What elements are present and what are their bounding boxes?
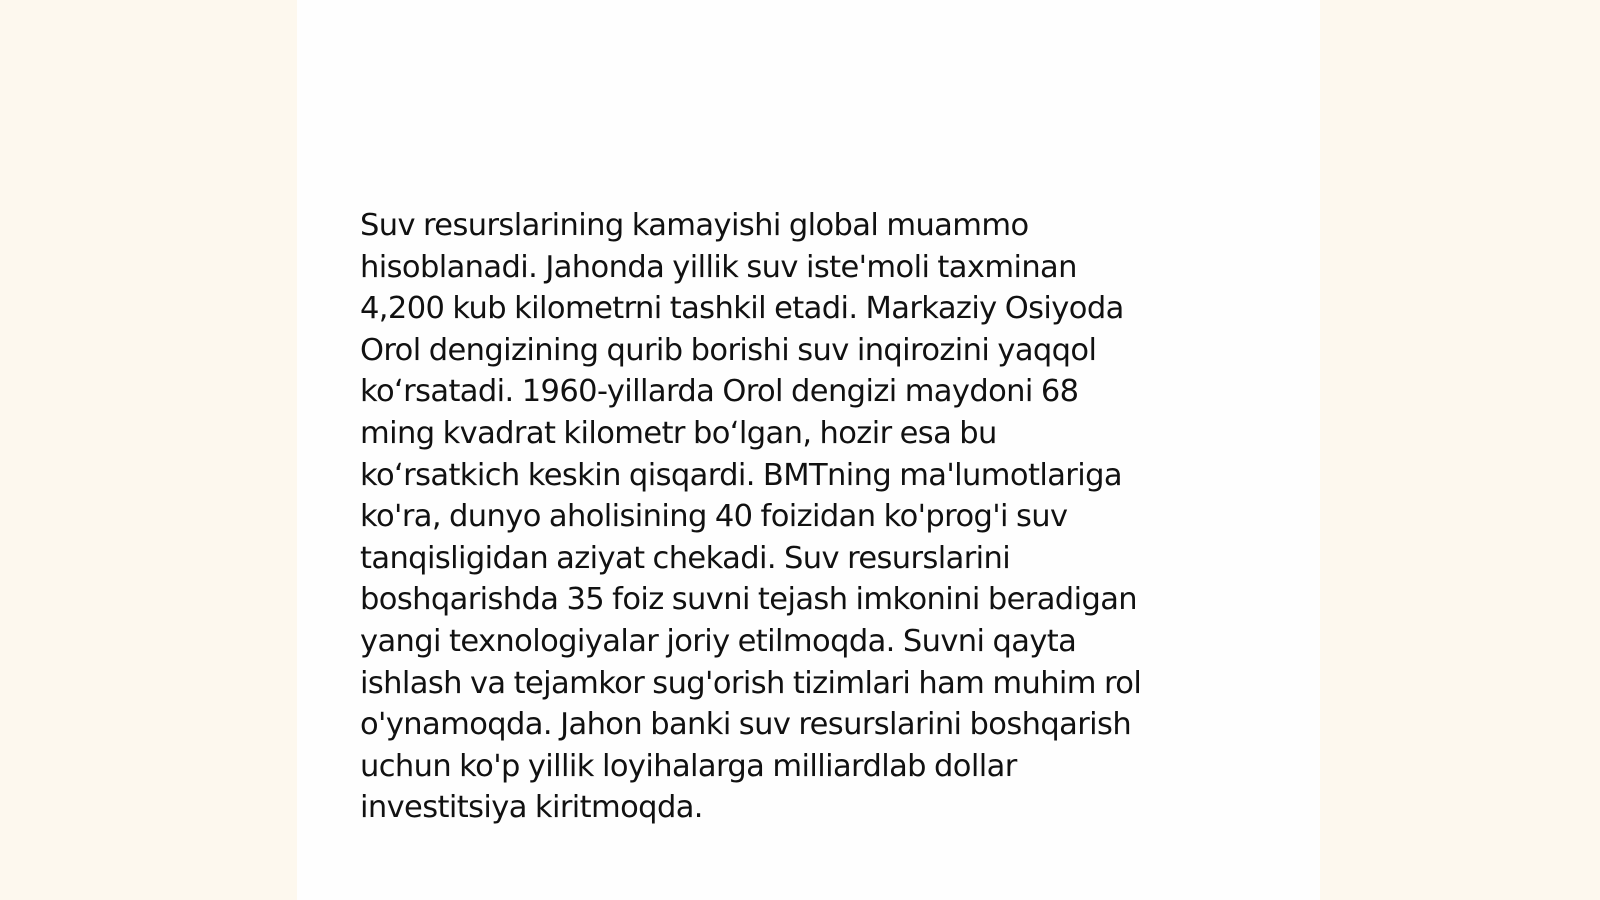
paragraph-line: ming kvadrat kilometr bo‘lgan, hozir esa bu: [360, 415, 997, 451]
paragraph-line: investitsiya kiritmoqda.: [360, 790, 703, 826]
paragraph-line: Suv resurslarining kamayishi global muammo: [360, 208, 1029, 243]
paragraph-line: 4,200 kub kilometrni tashkil etadi. Markaziy Osiyoda: [360, 291, 1124, 327]
paragraph-line: Orol dengizining qurib borishi suv inqirozini yaqqol: [360, 332, 1097, 368]
body-paragraph: [360, 205, 1260, 829]
paragraph-line: ko‘rsatadi. 1960-yillarda Orol dengizi maydoni 68: [360, 374, 1079, 410]
paragraph-line: uchun ko'p yillik loyihalarga milliardlab dollar: [360, 748, 1017, 784]
paragraph-line: ko‘rsatkich keskin qisqardi. BMTning ma'lumotlariga: [360, 457, 1122, 493]
document-page: [297, 0, 1320, 900]
paragraph-line: yangi texnologiyalar joriy etilmoqda. Suvni qayta: [360, 623, 1077, 659]
paragraph-line: tanqisligidan aziyat chekadi. Suv resurslarini: [360, 540, 1011, 576]
paragraph-line: ishlash va tejamkor sug'orish tizimlari ham muhim rol: [360, 665, 1142, 701]
paragraph-line: boshqarishda 35 foiz suvni tejash imkonini beradigan: [360, 582, 1138, 618]
paragraph-line: o'ynamoqda. Jahon banki suv resurslarini boshqarish: [360, 707, 1132, 743]
paragraph-line: hisoblanadi. Jahonda yillik suv iste'moli taxminan: [360, 249, 1077, 285]
paragraph-line: ko'ra, dunyo aholisining 40 foizidan ko'prog'i suv: [360, 499, 1068, 535]
